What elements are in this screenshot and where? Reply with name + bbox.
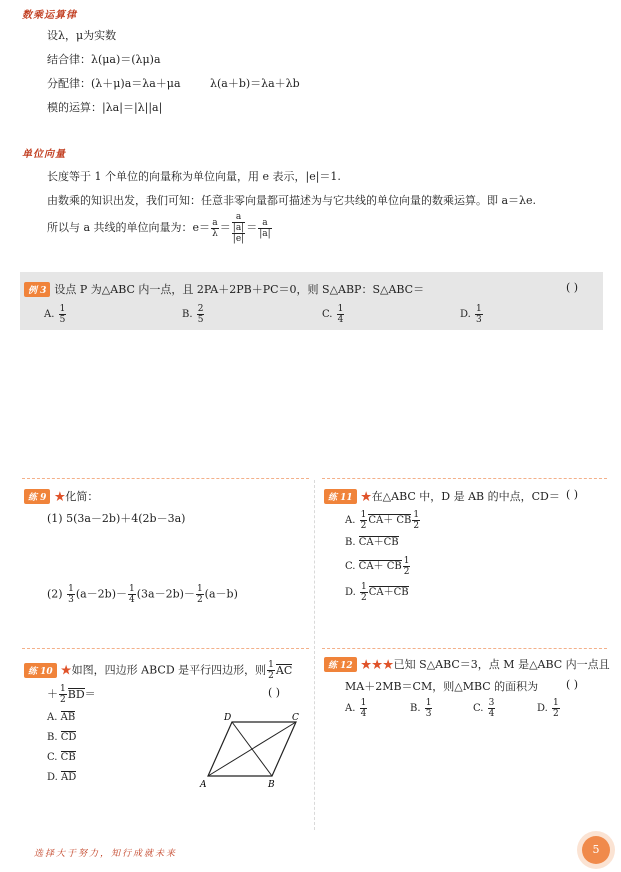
formula-frac-1 [211, 218, 219, 239]
column-divider [314, 480, 315, 830]
example-3-option-d[interactable] [460, 304, 484, 325]
option-frac [360, 582, 368, 603]
frac-num: a [232, 212, 245, 223]
practice-10-paren: ( ) [268, 686, 281, 699]
frac-num: 3 [488, 698, 495, 708]
frac-den: 4 [129, 595, 135, 605]
practice-11-option-a[interactable] [345, 510, 421, 531]
practice-10-line-2 [47, 684, 96, 705]
practice-10-option-d[interactable] [47, 771, 76, 783]
divider [22, 478, 309, 479]
practice-11-option-d[interactable] [345, 582, 409, 603]
frac-num: 1 [59, 304, 66, 314]
divider [322, 478, 607, 479]
frac-den: 2 [268, 671, 274, 681]
practice-12-paren: ( ) [566, 678, 579, 691]
option-frac [475, 304, 483, 325]
frac-den: 2 [553, 709, 559, 719]
frac-den: 3 [68, 595, 74, 605]
modulus-law: 模的运算：|λa|＝|λ||a| [47, 101, 163, 114]
option-frac [360, 510, 368, 531]
q2-part-2: (3a－2b)－ [136, 587, 195, 601]
q2-label: (2) [47, 587, 63, 601]
practice-10-vec-1: AC [275, 663, 293, 677]
practice-11-tag: 练 11 [324, 489, 357, 504]
practice-9-q1: (1) 5(3a－2b)＋4(2b－3a) [47, 512, 186, 525]
option-frac [425, 698, 433, 719]
distributive-law-1: 分配律：(λ＋μ)a＝λa＋μa [47, 77, 181, 90]
frac-num: 1 [268, 660, 274, 670]
practice-12-header [324, 656, 610, 672]
diagonal-bd [232, 722, 272, 776]
option-label: A. [345, 703, 356, 714]
footer-motto: 选择大于努力，知行成就未来 [34, 849, 178, 859]
frac-den: 3 [425, 709, 432, 719]
frac-den: 4 [360, 709, 367, 719]
option-label: C. [473, 703, 484, 714]
frac-den: 4 [488, 709, 495, 719]
example-3-tag: 例 3 [24, 282, 50, 297]
option-label: B. [47, 732, 58, 743]
option-frac [403, 556, 411, 577]
practice-12-option-b[interactable] [410, 698, 433, 719]
option-label: A. [44, 309, 55, 320]
frac-den: 3 [476, 315, 482, 325]
frac-den: 2 [361, 593, 367, 603]
vertex-label-c: C [292, 713, 299, 723]
formula-prefix: 所以与 a 共线的单位向量为：e＝ [47, 221, 211, 234]
option-label: A. [345, 515, 356, 526]
option-label: B. [345, 537, 356, 548]
q2-frac-3 [196, 584, 204, 605]
frac-num: 1 [413, 510, 420, 520]
option-text: CA＋ CB [368, 515, 412, 526]
option-label: D. [345, 587, 356, 598]
frac-den: 5 [197, 315, 204, 325]
vertex-label-b: B [268, 780, 275, 790]
practice-12-option-d[interactable] [537, 698, 561, 719]
option-label: B. [182, 309, 193, 320]
unit-vector-scalar: 由数乘的知识出发，我们可知：任意非零向量都可描述为与它共线的单位向量的数乘运算。即 a＝λe. [47, 194, 537, 207]
option-label: C. [322, 309, 333, 320]
frac-den: 5 [59, 315, 66, 325]
option-text: CA＋ CB [358, 561, 402, 572]
frac-num: 1 [60, 684, 66, 694]
option-frac [337, 304, 345, 325]
frac-num: 1 [403, 556, 410, 566]
frac-den-bottom: |e| [232, 234, 245, 244]
q2-frac-1 [67, 584, 75, 605]
option-label: C. [345, 561, 356, 572]
option-label: D. [537, 703, 548, 714]
scalar-intro: 设λ，μ为实数 [47, 29, 117, 42]
practice-12-option-a[interactable] [345, 698, 368, 719]
practice-10-vec-2: BD [67, 687, 85, 701]
example-3-paren: ( ) [566, 281, 579, 294]
practice-9-stars: ★ [54, 490, 66, 503]
practice-11-option-c[interactable] [345, 556, 411, 577]
option-vec: AB [60, 712, 76, 723]
frac-den: |a| [259, 228, 271, 239]
formula-frac-3 [258, 218, 271, 239]
practice-10-text: 如图，四边形 ABCD 是平行四边形，则 [71, 663, 267, 677]
practice-11-header [324, 488, 560, 504]
frac-num: 1 [553, 698, 559, 708]
formula-frac-2 [232, 212, 245, 244]
divider [22, 648, 309, 649]
distributive-law-2: λ(a＋b)＝λa＋λb [210, 77, 300, 90]
practice-12-line-2: MA＋2MB＝CM，则△MBC 的面积为 [345, 680, 539, 693]
unit-vector-formula: 所以与 a 共线的单位向量为：e＝ $\frac{a}{\lambda}$ ＝ a |a| |e| ＝ $\frac{a}{|a|}$ [47, 212, 271, 244]
frac-den: 2 [60, 695, 66, 705]
practice-10-header [24, 660, 292, 681]
frac-num: 1 [476, 304, 482, 314]
frac-den: 2 [413, 521, 420, 531]
frac-den-top: |a| [232, 223, 245, 233]
vertex-label-a: A [200, 780, 207, 790]
practice-9-q2 [47, 584, 238, 605]
frac-num: 1 [361, 582, 367, 592]
frac-num: 1 [196, 584, 203, 594]
option-label: D. [460, 309, 471, 320]
example-3-question [24, 281, 424, 297]
frac-num: 1 [425, 698, 432, 708]
practice-10-frac-2 [59, 684, 67, 705]
frac-num: 2 [197, 304, 204, 314]
frac-den: λ [212, 228, 218, 239]
practice-9-header [24, 488, 98, 504]
frac-num: 1 [360, 510, 367, 520]
practice-11-stars: ★ [360, 490, 372, 503]
practice-10-frac-1 [267, 660, 275, 681]
practice-9-tag: 练 9 [24, 489, 50, 504]
practice-12-stars: ★★★ [360, 658, 394, 671]
example-3-option-c[interactable] [322, 304, 345, 325]
practice-12-text: 已知 S△ABC＝3，点 M 是△ABC 内一点且 [393, 658, 610, 671]
section-title-scalar-laws: 数乘运算律 [22, 10, 77, 21]
practice-10-option-c[interactable] [47, 751, 76, 763]
option-label: C. [47, 752, 58, 763]
option-frac [59, 304, 67, 325]
unit-vector-def: 长度等于 1 个单位的向量称为单位向量，用 e 表示，|e|＝1. [47, 170, 341, 183]
example-3-option-a[interactable] [44, 304, 67, 325]
frac-num: 1 [360, 698, 367, 708]
option-frac [197, 304, 205, 325]
option-frac [360, 698, 368, 719]
vertex-label-d: D [224, 713, 232, 723]
equals-sign: ＝ [84, 687, 96, 701]
option-frac [552, 698, 560, 719]
q2-part-3: (a－b) [204, 587, 238, 601]
frac-num: a [258, 218, 271, 229]
q2-frac-2 [128, 584, 136, 605]
section-title-unit-vector: 单位向量 [22, 149, 66, 160]
option-vec: CB [60, 752, 76, 763]
practice-12-option-c[interactable] [473, 698, 496, 719]
option-vec: CD [60, 732, 77, 743]
option-label: A. [47, 712, 58, 723]
example-3-text: 设点 P 为△ABC 内一点，且 2PA＋2PB＋PC＝0，则 S△ABP：S△ABC＝ [54, 283, 425, 296]
option-label: B. [410, 703, 421, 714]
practice-10-tag: 练 10 [24, 663, 57, 678]
practice-12-tag: 练 12 [324, 657, 357, 672]
practice-11-option-b[interactable] [345, 536, 399, 548]
plus-sign: ＋ [47, 687, 58, 701]
parallelogram-figure [196, 710, 306, 792]
associative-law: 结合律：λ(μa)＝(λμ)a [47, 53, 161, 66]
frac-num: 1 [337, 304, 344, 314]
practice-11-paren: ( ) [566, 488, 579, 501]
option-vec: AD [61, 772, 77, 783]
practice-9-title: 化简： [65, 490, 99, 503]
practice-10-stars: ★ [60, 663, 72, 677]
frac-num: 1 [68, 584, 74, 594]
option-text: CA＋CB [368, 587, 409, 598]
example-3-option-b[interactable] [182, 304, 205, 325]
frac-den: 2 [403, 567, 410, 577]
frac-den: 2 [196, 595, 203, 605]
q2-part-1: (a－2b)－ [75, 587, 128, 601]
frac-num: 1 [129, 584, 135, 594]
divider [322, 648, 607, 649]
practice-11-text: 在△ABC 中，D 是 AB 的中点，CD＝ [371, 490, 560, 503]
page-number: 5 [582, 836, 610, 864]
frac-den: 4 [337, 315, 344, 325]
option-text: CA＋CB [358, 537, 399, 548]
practice-10-option-a[interactable] [47, 711, 75, 723]
frac-den: 2 [360, 521, 367, 531]
option-label: D. [47, 772, 58, 783]
option-frac-2 [412, 510, 420, 531]
option-frac [488, 698, 496, 719]
frac-num: a [212, 217, 218, 228]
practice-10-option-b[interactable] [47, 731, 76, 743]
